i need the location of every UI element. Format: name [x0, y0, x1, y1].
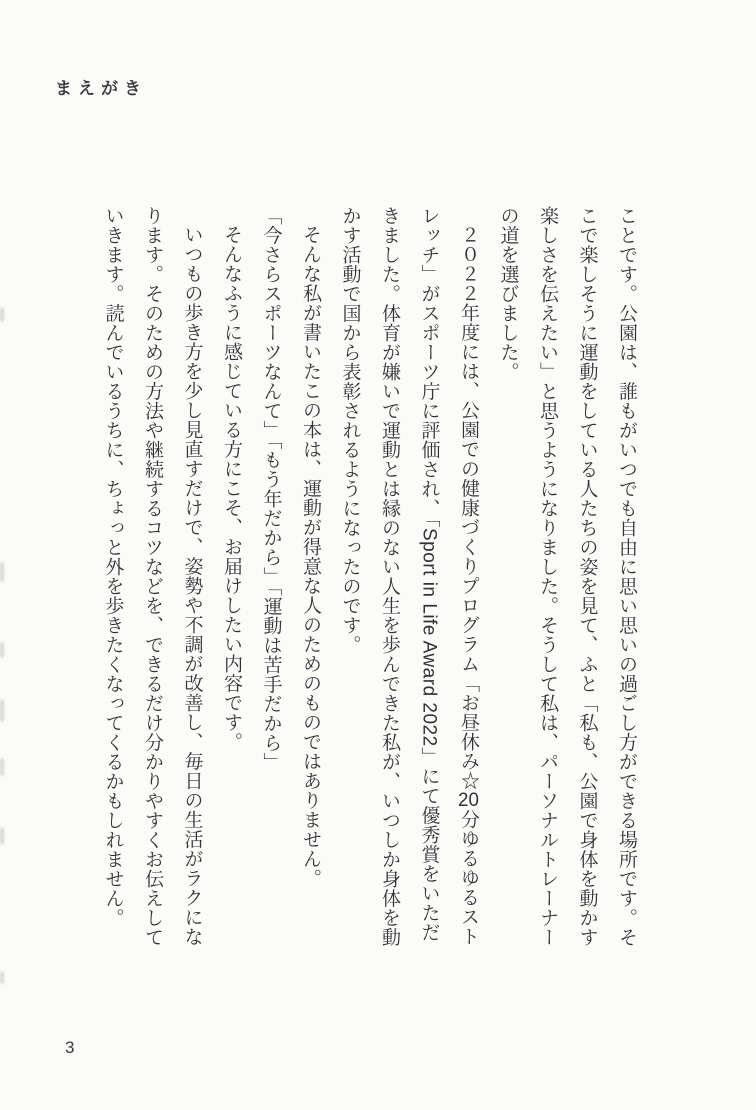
text-segment: 分ゆるゆるスト [458, 809, 479, 946]
text-column [330, 206, 370, 951]
text-column [251, 206, 291, 951]
text-segment: ります。そのための方法や継続するコツなどを、できるだけ分かりやすくお伝えして [142, 206, 163, 947]
text-column [449, 206, 489, 951]
scan-artifact [0, 972, 4, 984]
text-column [172, 206, 212, 951]
text-segment: の道を選びました。 [497, 206, 519, 382]
scan-artifact [0, 642, 4, 658]
text-column [212, 206, 252, 951]
scan-artifact [0, 828, 4, 844]
page-number: 3 [65, 1038, 75, 1057]
text-column [488, 206, 528, 951]
scan-artifact [0, 700, 4, 722]
text-column [567, 206, 607, 951]
text-segment: こで楽しそうに運動をしている人たちの姿を見て、ふと「私も、公園で身体を動かす [576, 206, 598, 947]
text-segment: ２０２２年度には、公園での健康づくりプログラム「お昼休み☆ [458, 225, 479, 791]
tatechuyoko-number: 20 [458, 790, 479, 810]
scan-artifact [0, 308, 4, 322]
text-segment: 楽しさを伝えたい」と思うようになりました。そうして私は、パーソナルトレーナー [537, 206, 558, 947]
text-segment: かす活動で国から表彰されるようになったのです。 [339, 206, 361, 655]
page-header: まえがき [55, 79, 147, 98]
text-segment: ことです。公園は、誰もがいつでも自由に思い思いの過ごし方ができる場所です。そ [616, 206, 637, 947]
text-segment: 「今さらスポーツなんて」「もう年だから」「運動は苦手だから」 [260, 206, 282, 772]
text-column [93, 206, 133, 951]
text-column [291, 206, 331, 951]
text-segment: そんなふうに感じている方にこそ、お届けしたい内容です。 [221, 225, 242, 752]
text-segment: いきます。読んでいるうちに、ちょっと外を歩きたくなってくるかもしれません。 [102, 206, 124, 928]
text-column [607, 206, 647, 951]
scan-artifact [0, 562, 4, 582]
scan-artifact [0, 758, 4, 776]
text-column [528, 206, 568, 951]
text-column [370, 206, 410, 951]
text-segment: そんな私が書いたこの本は、運動が得意な人のためのものではありません。 [300, 225, 321, 888]
text-segment: いつもの歩き方を少し見直すだけで、姿勢や不調が改善し、毎日の生活がラクにな [181, 225, 203, 947]
text-column [409, 206, 449, 951]
text-segment: レッチ」がスポーツ庁に評価され、「Sport in Life Award 2022」にて優秀賞をいただ [418, 206, 440, 942]
text-column [133, 206, 173, 951]
vertical-text-block [93, 206, 646, 951]
text-segment: きました。体育が嫌いで運動とは縁のない人生を歩んできた私が、いつしか身体を動 [379, 206, 400, 947]
